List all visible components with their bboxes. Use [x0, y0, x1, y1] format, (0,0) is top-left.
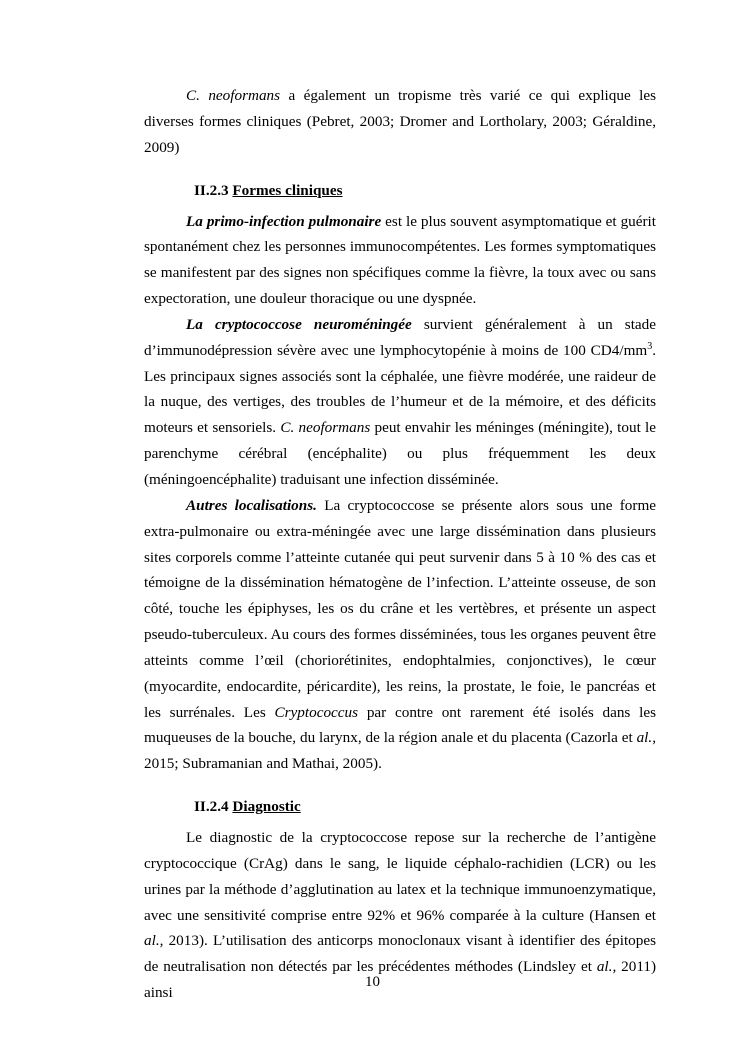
section-number: II.2.4 — [194, 798, 233, 816]
species-name: C. neoformans — [280, 419, 371, 437]
section-number: II.2.3 — [194, 181, 233, 199]
paragraph-lead: La cryptococcose neuroméningée — [186, 315, 412, 333]
paragraph-text: 2015; Subramanian and Mathai, 2005). — [144, 755, 382, 773]
citation-al: al., — [636, 729, 656, 747]
paragraph-lead: La primo-infection pulmonaire — [186, 212, 382, 230]
section-heading-formes-cliniques — [144, 178, 656, 204]
paragraph-text: 2011) ainsi — [144, 958, 657, 1002]
paragraph-text: Le diagnostic de la cryptococcose repose sur la recherche de l’antigène cryptococcique (CrAg) dans le sang, le liquide céphalo-rachidien (LCR) ou les urines par la méthode d’agglutination au latex et la technique immunoenzymatique, avec une sensitivité comprise entre 92% et 96% comparée à la culture (Hansen et — [144, 829, 656, 924]
paragraph-primo-infection — [144, 209, 656, 312]
genus-name: Cryptococcus — [274, 703, 359, 721]
superscript: 3 — [647, 340, 653, 352]
citation-al: al., — [144, 932, 164, 950]
paragraph-autres-localisations — [144, 493, 656, 777]
citation-al: al., — [596, 958, 617, 976]
paragraph-text: par contre ont rarement été isolés dans les muqueuses de la bouche, du larynx, de la région anale et du placenta (Cazorla et — [144, 703, 656, 747]
paragraph-text: peut envahir les méninges (méningite), tout le parenchyme cérébral (encéphalite) ou plus fréquemment les deux (méningoencéphalite) traduisant une infection disséminée. — [144, 419, 656, 488]
page-body — [144, 83, 656, 1006]
section-title: Diagnostic — [232, 798, 301, 816]
paragraph-neuromeningee — [144, 312, 656, 493]
paragraph-text: La cryptococcose se présente alors sous une forme extra-pulmonaire ou extra-méningée avec une large dissémination dans plusieurs sites corporels comme l’atteinte cutanée qui peut survenir dans 5 à 10 % des cas et témoigne de la dissémination hématogène de l’infection. L’atteinte osseuse, de son côté, touche les épiphyses, les os du crâne et les vertèbres, et présente un aspect pseudo-tuberculeux. Au cours des formes disséminées, tous les organes peuvent être atteints comme l’œil (choriorétinites, endophtalmies, conjonctives), le cœur (myocardite, endocardite, péricardite), les reins, la prostate, le foie, le pancréas et les surrénales. Les — [144, 496, 656, 721]
intro-text: a également un tropisme très varié ce qui explique les diverses formes cliniques (Pebret, 2003; Dromer and Lortholary, 2003; Géraldine, 2009) — [144, 87, 656, 156]
paragraph-lead: Autres localisations. — [186, 496, 317, 514]
section-heading-diagnostic — [144, 794, 656, 820]
page-number: 10 — [365, 974, 380, 990]
section-title: Formes cliniques — [232, 181, 343, 199]
paragraph-text: 2013). L’utilisation des anticorps monoclonaux visant à identifier des épitopes de neutralisation non détectés par les précédentes méthodes (Lindsley et — [144, 932, 656, 976]
species-name: C. neoformans — [186, 87, 281, 104]
intro-paragraph — [144, 83, 656, 161]
paragraph-text: . Les principaux signes associés sont la céphalée, une fièvre modérée, une raideur de la nuque, des vertiges, des troubles de l’humeur et de la mémoire, et des déficits moteurs et sensoriels. — [144, 341, 656, 437]
paragraph-text: est le plus souvent asymptomatique et guérit spontanément chez les personnes immunocompétentes. Les formes symptomatiques se manifestent par des signes non spécifiques comme la fièvre, la toux avec ou sans expectoration, une douleur thoracique ou une dyspnée. — [144, 212, 656, 308]
paragraph-text: survient généralement à un stade d’immunodépression sévère avec une lymphocytopénie à moins de 100 CD4/mm — [144, 315, 656, 359]
